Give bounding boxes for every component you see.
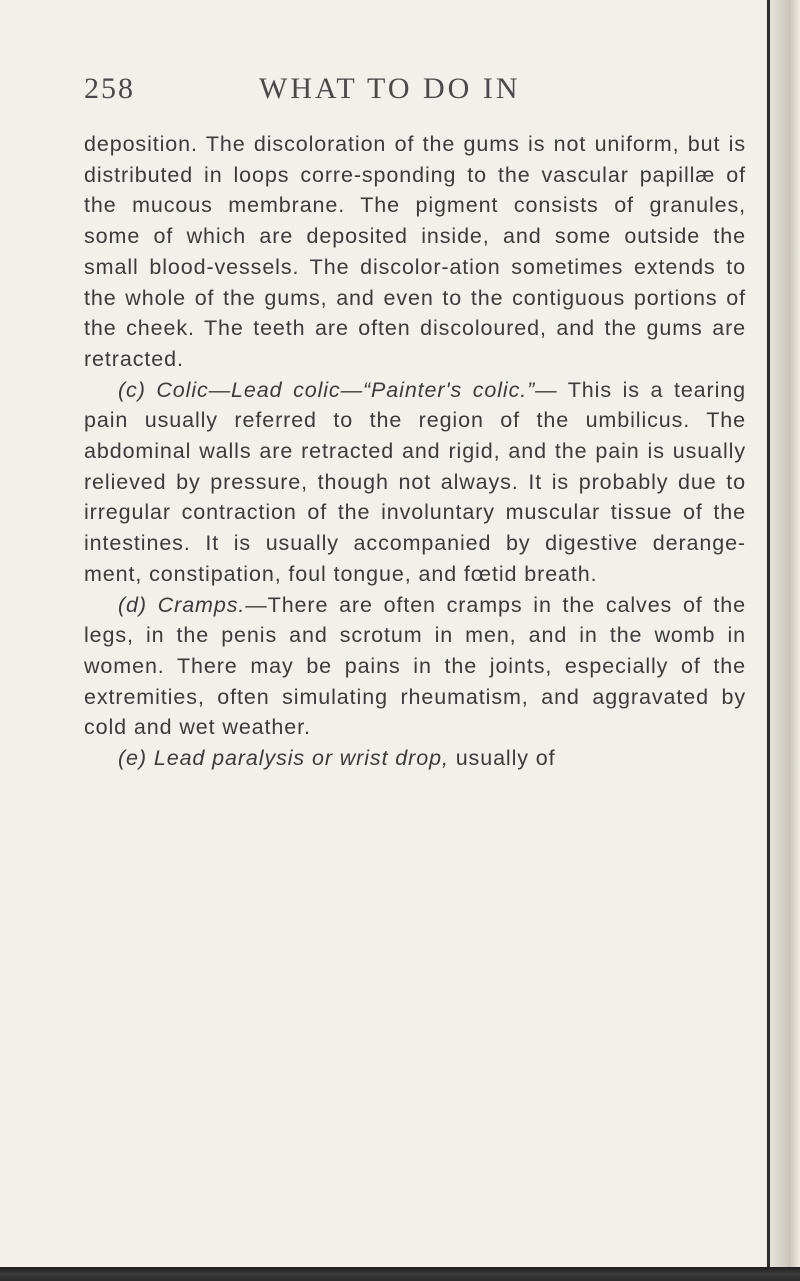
section-heading-cramps: (d) Cramps.	[118, 592, 246, 617]
paragraph-text: —There are often cramps in the calves of the legs, in the penis and scrotum in men, and in the womb in women. There may be pains in the joints, especially of the extremities, often simulating rheumatism, and aggravated by cold and wet weather.	[84, 592, 747, 740]
paragraph-text: usually of	[448, 746, 556, 771]
page-number: 258	[84, 72, 135, 105]
page-edge-line	[767, 0, 770, 1268]
paragraph-text: deposition. The discoloration of the gums is not uniform, but is distributed in loops corre-sponding to the vascular papillæ of the mucous membrane. The pigment consists of granules, some of which are deposited inside, and some outside the small blood-vessels. The discolor-ation sometimes extends to the whole of the gums, and even to the contiguous portions of the cheek. The teeth are often discoloured, and the gums are retracted.	[84, 132, 746, 371]
page-bottom-edge	[0, 1267, 800, 1281]
section-heading-lead-paralysis: (e) Lead paralysis or wrist drop,	[118, 746, 449, 771]
paragraph-deposition	[84, 129, 746, 375]
paragraph-cramps	[84, 590, 746, 744]
paragraph-lead-paralysis	[84, 743, 746, 774]
paragraph-colic	[84, 375, 746, 590]
running-head: WHAT TO DO IN	[259, 72, 521, 105]
page-edge	[766, 0, 800, 1281]
page-header	[84, 72, 744, 112]
body-text	[84, 129, 746, 774]
paragraph-text: This is a tearing pain usually referred to the region of the umbilicus. The abdominal walls are retracted and rigid, and the pain is usually relieved by pressure, though not always. It is probably due to irregular contraction of the involuntary muscular tissue of the intestines. It is usually accompanied by digestive derange-ment, constipation, foul tongue, and fœtid breath.	[84, 377, 746, 586]
section-heading-colic: (c) Colic—Lead colic—“Painter's colic.”—	[118, 377, 558, 402]
